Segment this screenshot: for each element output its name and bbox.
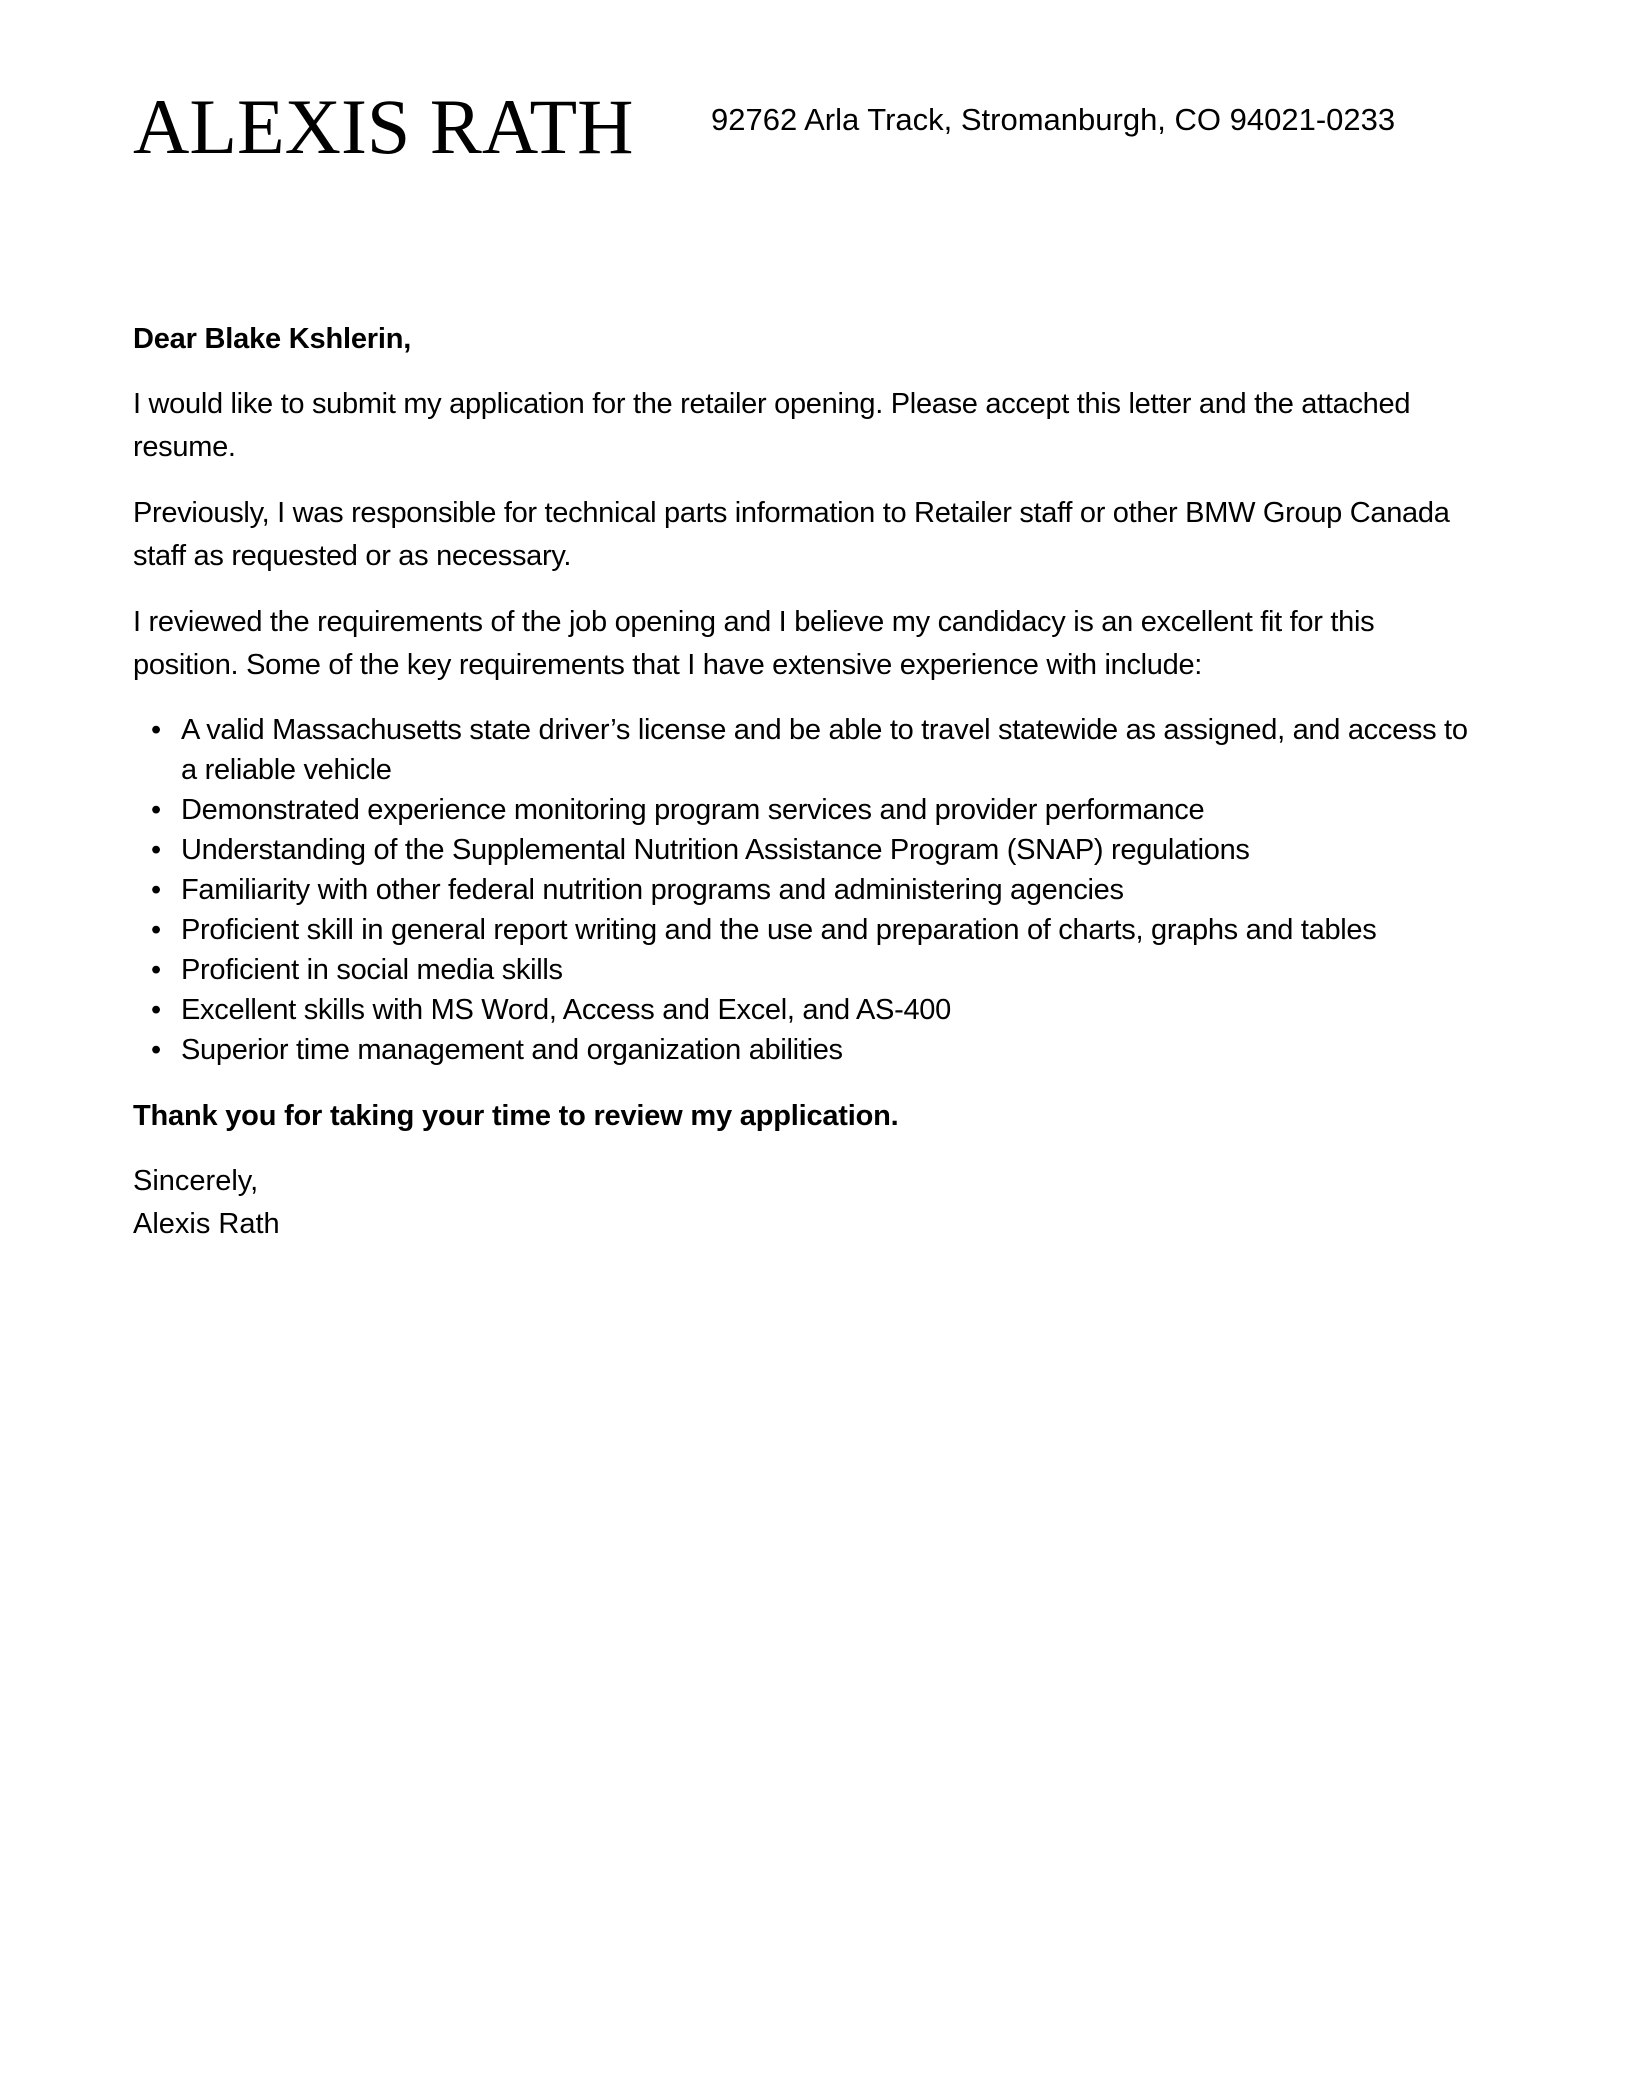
list-item (151, 910, 1473, 950)
applicant-address: 92762 Arla Track, Stromanburgh, CO 94021-0233 (711, 102, 1396, 137)
letter-body (133, 318, 1473, 1246)
paragraph-requirements-intro: I reviewed the requirements of the job opening and I believe my candidacy is an excellent fit for this position. Some of the key requirements that I have extensive experience with include: (133, 606, 1375, 681)
paragraph-experience: Previously, I was responsible for technical parts information to Retailer staff or other BMW Group Canada staff as requested or as necessary. (133, 497, 1450, 572)
applicant-name-heading: ALEXIS RATH (133, 83, 634, 170)
requirements-list (133, 710, 1473, 1070)
list-item (151, 950, 1473, 990)
bullet-icon: • (151, 914, 161, 946)
bullet-icon: • (151, 714, 161, 746)
list-item (151, 990, 1473, 1030)
list-item-text: Understanding of the Supplemental Nutrition Assistance Program (SNAP) regulations (181, 834, 1250, 866)
list-item (151, 790, 1473, 830)
closing: Sincerely, (133, 1165, 259, 1197)
list-item (151, 870, 1473, 910)
list-item-text: Proficient in social media skills (181, 954, 563, 986)
list-item-text: Superior time management and organization abilities (181, 1034, 843, 1066)
bullet-icon: • (151, 1034, 161, 1066)
paragraph-intro: I would like to submit my application for the retailer opening. Please accept this letter and the attached resume. (133, 388, 1411, 463)
bullet-icon: • (151, 954, 161, 986)
bullet-icon: • (151, 834, 161, 866)
list-item-text: Demonstrated experience monitoring program services and provider performance (181, 794, 1205, 826)
bullet-icon: • (151, 874, 161, 906)
list-item-text: A valid Massachusetts state driver’s license and be able to travel statewide as assigned, and access to a reliable vehicle (181, 714, 1468, 786)
salutation: Dear Blake Kshlerin, (133, 323, 412, 355)
list-item (151, 710, 1473, 790)
signature: Alexis Rath (133, 1208, 280, 1240)
list-item (151, 1030, 1473, 1070)
list-item-text: Familiarity with other federal nutrition programs and administering agencies (181, 874, 1124, 906)
thank-you-line: Thank you for taking your time to review my application. (133, 1100, 899, 1132)
bullet-icon: • (151, 994, 161, 1026)
bullet-icon: • (151, 794, 161, 826)
list-item-text: Excellent skills with MS Word, Access and Excel, and AS-400 (181, 994, 951, 1026)
list-item-text: Proficient skill in general report writing and the use and preparation of charts, graphs and tables (181, 914, 1377, 946)
list-item (151, 830, 1473, 870)
